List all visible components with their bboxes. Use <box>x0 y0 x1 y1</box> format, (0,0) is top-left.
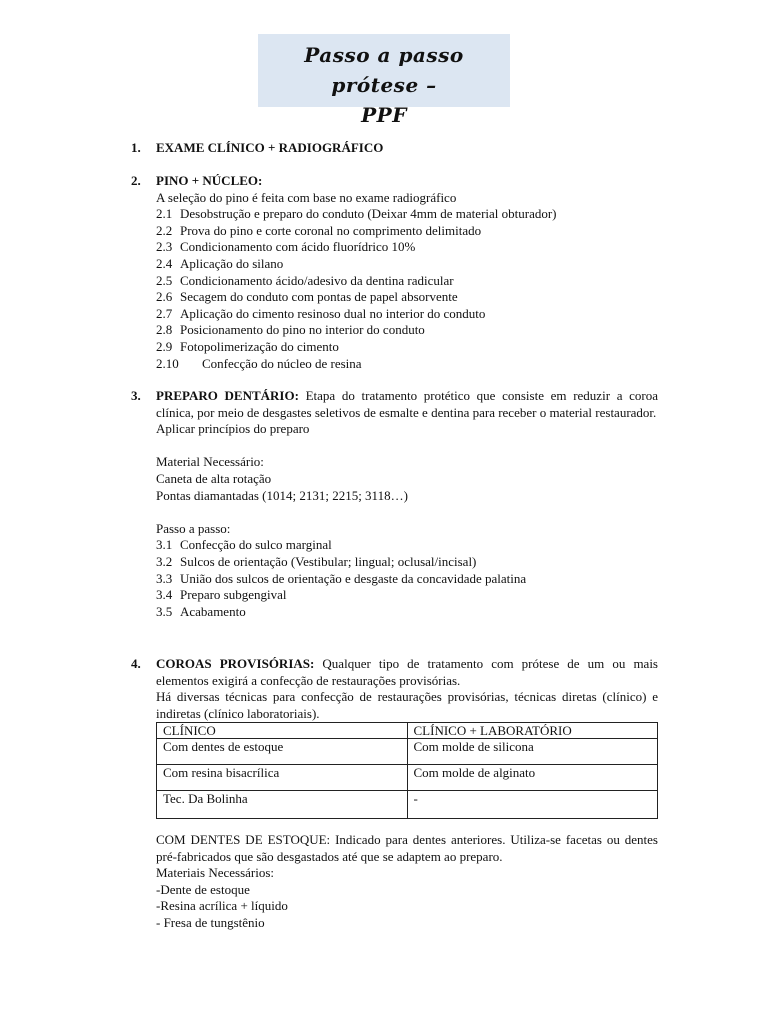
list-item <box>156 273 658 290</box>
item-number: 3.3 <box>156 570 173 586</box>
material-item: Pontas diamantadas (1014; 2131; 2215; 3118…) <box>156 487 408 503</box>
title-box <box>258 34 510 127</box>
item-number: 2.3 <box>156 239 173 255</box>
materials-title: Materiais Necessários: <box>156 865 275 881</box>
list-item <box>156 604 658 621</box>
section-4-number: 4. <box>131 656 141 671</box>
list-item <box>156 356 658 373</box>
list-item <box>156 322 658 339</box>
section-3-number: 3. <box>131 388 141 403</box>
list-item <box>156 223 658 240</box>
material-item: - Fresa de tungstênio <box>156 914 265 930</box>
item-text: Posicionamento do pino no interior do conduto <box>180 322 425 338</box>
item-text: Aplicação do cimento resinoso dual no interior do conduto <box>180 305 486 321</box>
item-text: Acabamento <box>180 603 246 619</box>
item-text: Prova do pino e corte coronal no comprimento delimitado <box>180 222 482 238</box>
item-number: 2.5 <box>156 272 173 288</box>
estoque-section <box>156 832 658 932</box>
item-number: 3.4 <box>156 587 173 603</box>
table-cell: Com dentes de estoque <box>157 739 408 765</box>
section-1-number: 1. <box>131 140 141 155</box>
table-row <box>157 765 658 791</box>
steps-title: Passo a passo: <box>156 520 231 536</box>
section-3-heading: PREPARO DENTÁRIO: <box>156 388 299 403</box>
section-4-text-2: Há diversas técnicas para confecção de restaurações provisórias, técnicas diretas (clínico) e indiretas (clínico laboratoriais). <box>156 689 658 721</box>
section-4-heading: COROAS PROVISÓRIAS: <box>156 656 315 671</box>
table-cell: Com molde de silicona <box>407 739 658 765</box>
item-number: 2.8 <box>156 322 173 338</box>
list-item <box>156 239 658 256</box>
section-2-intro: A seleção do pino é feita com base no exame radiográfico <box>156 189 457 205</box>
item-text: Condicionamento ácido/adesivo da dentina radicular <box>180 272 454 288</box>
material-item: -Dente de estoque <box>156 881 250 897</box>
document-title-line-2: PPF <box>361 103 407 127</box>
item-text: Sulcos de orientação (Vestibular; lingual; oclusal/incisal) <box>180 553 477 569</box>
section-2-heading: PINO + NÚCLEO: <box>156 173 263 188</box>
section-3-paragraph <box>156 388 658 421</box>
item-number: 3.2 <box>156 553 173 569</box>
section-4 <box>131 656 658 722</box>
table-cell: - <box>407 791 658 819</box>
list-item <box>156 587 658 604</box>
material-item: Caneta de alta rotação <box>156 470 272 486</box>
item-number: 2.9 <box>156 338 173 354</box>
item-number: 2.6 <box>156 289 173 305</box>
section-2-number: 2. <box>131 173 141 188</box>
table-row <box>157 791 658 819</box>
item-number: 2.7 <box>156 305 173 321</box>
list-item <box>156 289 658 306</box>
section-3-text: Etapa do tratamento protético que consiste em reduzir a coroa clínica, por meio de desgastes seletivos de esmalte e dentina para receber o material restaurador. <box>156 388 658 420</box>
table-row <box>157 739 658 765</box>
list-item <box>156 206 658 223</box>
item-number: 2.10 <box>156 355 179 371</box>
section-2 <box>131 173 658 372</box>
table-header-cell: CLÍNICO + LABORATÓRIO <box>407 723 658 739</box>
item-text: Desobstrução e preparo do conduto (Deixar 4mm de material obturador) <box>180 206 557 222</box>
material-item: -Resina acrílica + líquido <box>156 898 288 914</box>
list-item <box>156 256 658 273</box>
list-item <box>156 571 658 588</box>
section-3 <box>131 388 658 620</box>
item-text: Confecção do núcleo de resina <box>202 355 362 371</box>
table-cell: Com molde de alginato <box>407 765 658 791</box>
item-number: 2.2 <box>156 222 173 238</box>
provisional-crowns-table <box>156 722 658 819</box>
item-number: 3.5 <box>156 603 173 619</box>
section-4-text: Qualquer tipo de tratamento com prótese de um ou mais elementos exigirá a confecção de restaurações provisórias. <box>156 656 658 688</box>
item-text: Confecção do sulco marginal <box>180 537 332 553</box>
table-header-cell: CLÍNICO <box>157 723 408 739</box>
item-number: 2.1 <box>156 206 173 222</box>
item-text: Aplicação do silano <box>180 255 284 271</box>
table-cell: Tec. Da Bolinha <box>157 791 408 819</box>
item-number: 2.4 <box>156 255 173 271</box>
item-text: União dos sulcos de orientação e desgaste da concavidade palatina <box>180 570 527 586</box>
section-1-heading: EXAME CLÍNICO + RADIOGRÁFICO <box>156 140 384 155</box>
list-item <box>156 306 658 323</box>
list-item <box>156 537 658 554</box>
item-text: Fotopolimerização do cimento <box>180 338 339 354</box>
document-title-line-1: Passo a passo prótese – <box>304 43 464 97</box>
item-number: 3.1 <box>156 537 173 553</box>
material-title: Material Necessário: <box>156 454 264 470</box>
section-1 <box>131 140 658 157</box>
section-4-paragraph <box>156 656 658 689</box>
list-item <box>156 339 658 356</box>
table-header-row <box>157 723 658 739</box>
section-3-principles: Aplicar princípios do preparo <box>156 421 310 437</box>
item-text: Preparo subgengival <box>180 587 287 603</box>
item-text: Condicionamento com ácido fluorídrico 10% <box>180 239 416 255</box>
list-item <box>156 554 658 571</box>
estoque-text: COM DENTES DE ESTOQUE: Indicado para dentes anteriores. Utiliza-se facetas ou dentes pré-fabricados que são desgastados até que se adaptem ao preparo. <box>156 832 658 864</box>
table-cell: Com resina bisacrílica <box>157 765 408 791</box>
item-text: Secagem do conduto com pontas de papel absorvente <box>180 289 458 305</box>
